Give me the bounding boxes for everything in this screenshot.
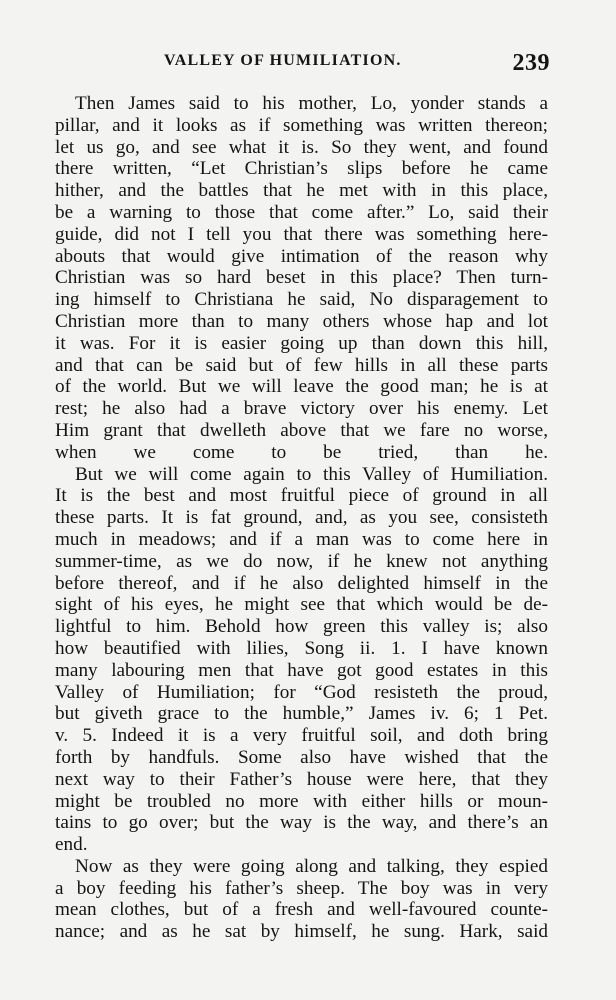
text-line: much in meadows; and if a man was to come here in: [55, 528, 548, 550]
text-line: abouts that would give intimation of the reason why: [55, 245, 548, 267]
body-text: [55, 93, 548, 943]
text-line: before thereof, and if he also delighted himself in the: [55, 572, 548, 594]
page-number: 239: [512, 50, 550, 76]
text-line: many labouring men that have got good estates in this: [55, 659, 548, 681]
text-line: nance; and as he sat by himself, he sung. Hark, said: [55, 921, 548, 943]
text-line: rest; he also had a brave victory over his enemy. Let: [55, 398, 548, 420]
text-line: Christian more than to many others whose hap and lot: [55, 310, 548, 332]
text-line: of the world. But we will leave the good man; he is at: [55, 376, 548, 398]
text-line: forth by handfuls. Some also have wished that the: [55, 746, 548, 768]
text-line: Then James said to his mother, Lo, yonder stands a: [75, 93, 548, 114]
text-line: Valley of Humiliation; for “God resisteth the proud,: [55, 681, 548, 703]
text-line: let us go, and see what it is. So they went, and found: [55, 136, 548, 158]
text-line: Christian was so hard beset in this place? Then turn-: [55, 267, 548, 289]
text-line: lightful to him. Behold how green this valley is; also: [55, 616, 548, 638]
text-line: guide, did not I tell you that there was something here-: [55, 223, 548, 245]
text-line: Him grant that dwelleth above that we fare no worse,: [55, 419, 548, 441]
text-line: but giveth grace to the humble,” James iv. 6; 1 Pet.: [55, 703, 548, 725]
paragraph: [55, 93, 548, 464]
text-line: hither, and the battles that he met with in this place,: [55, 180, 548, 202]
text-line: summer-time, as we do now, if he knew not anything: [55, 550, 548, 572]
text-line: there written, “Let Christian’s slips before he came: [55, 158, 548, 180]
text-line: ing himself to Christiana he said, No disparagement to: [55, 289, 548, 311]
text-line: next way to their Father’s house were here, that they: [55, 768, 548, 790]
text-line: and that can be said but of few hills in all these parts: [55, 354, 548, 376]
text-line: a boy feeding his father’s sheep. The boy was in very: [55, 877, 548, 899]
running-head: [60, 50, 550, 78]
text-line: these parts. It is fat ground, and, as you see, consisteth: [55, 507, 548, 529]
text-line: sight of his eyes, he might see that which would be de-: [55, 594, 548, 616]
text-line: it was. For it is easier going up than down this hill,: [55, 332, 548, 354]
text-line: v. 5. Indeed it is a very fruitful soil, and doth bring: [55, 725, 548, 747]
text-line: It is the best and most fruitful piece of ground in all: [55, 485, 548, 507]
text-line: mean clothes, but of a fresh and well-favoured counte-: [55, 899, 548, 921]
text-line: might be troubled no more with either hills or moun-: [55, 790, 548, 812]
paragraph: [55, 464, 548, 856]
text-line: tains to go over; but the way is the way, and there’s an: [55, 812, 548, 834]
text-line: Now as they were going along and talking, they espied: [75, 855, 548, 877]
text-line: pillar, and it looks as if something was written thereon;: [55, 114, 548, 136]
text-line: how beautified with lilies, Song ii. 1. I have known: [55, 637, 548, 659]
text-line: But we will come again to this Valley of Humiliation.: [75, 463, 548, 485]
running-head-title: VALLEY OF HUMILIATION.: [164, 52, 402, 69]
text-line: be a warning to those that come after.” Lo, said their: [55, 201, 548, 223]
paragraph: [55, 856, 548, 943]
text-line: when we come to be tried, than he.: [55, 441, 548, 463]
text-line: end.: [55, 834, 88, 856]
